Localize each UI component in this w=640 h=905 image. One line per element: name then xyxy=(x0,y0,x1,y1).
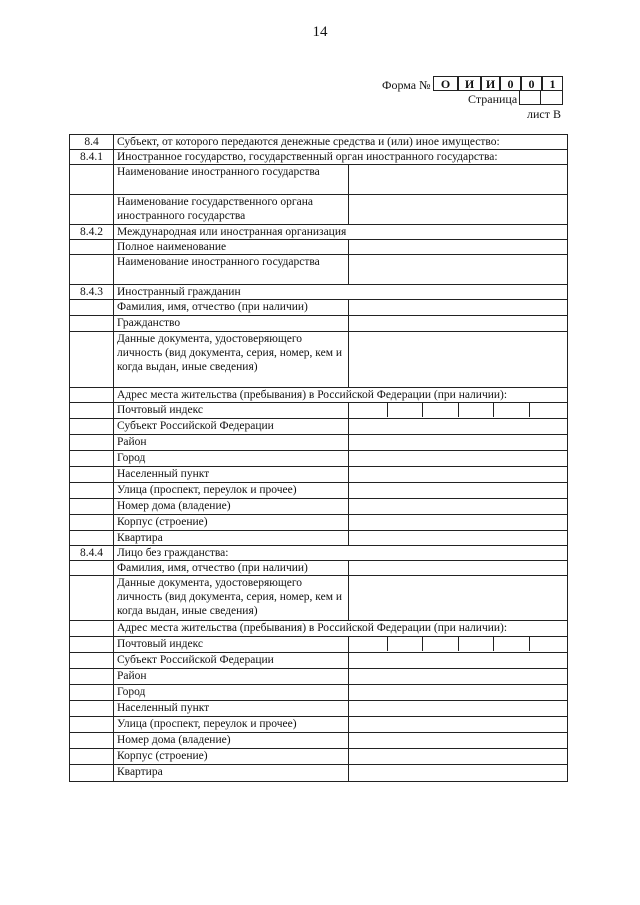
postal-digit-box[interactable] xyxy=(387,403,423,417)
table-row xyxy=(70,733,568,749)
row-number: 8.4.2 xyxy=(70,225,114,240)
postal-digit-box[interactable] xyxy=(458,403,494,417)
value-field[interactable] xyxy=(349,685,568,701)
section-heading: Международная или иностранная организация xyxy=(114,225,568,240)
postal-digit-box[interactable] xyxy=(352,403,387,417)
row-number xyxy=(70,435,114,451)
table-row xyxy=(70,195,568,225)
field-label: Корпус (строение) xyxy=(114,515,349,531)
value-field[interactable] xyxy=(349,255,568,285)
table-row xyxy=(70,467,568,483)
section-heading: Адрес места жительства (пребывания) в Российской Федерации (при наличии): xyxy=(114,621,568,637)
table-row xyxy=(70,546,568,561)
table-row xyxy=(70,637,568,653)
table-row xyxy=(70,225,568,240)
row-number xyxy=(70,733,114,749)
row-number xyxy=(70,300,114,316)
value-field[interactable] xyxy=(349,701,568,717)
field-label: Улица (проспект, переулок и прочее) xyxy=(114,483,349,499)
row-number xyxy=(70,749,114,765)
postal-digit-box[interactable] xyxy=(352,637,387,651)
value-field[interactable] xyxy=(349,165,568,195)
value-field[interactable] xyxy=(349,669,568,685)
row-number xyxy=(70,669,114,685)
postal-digit-box[interactable] xyxy=(493,403,529,417)
value-field[interactable] xyxy=(349,733,568,749)
field-label: Почтовый индекс xyxy=(114,637,349,653)
row-number xyxy=(70,717,114,733)
field-label: Фамилия, имя, отчество (при наличии) xyxy=(114,561,349,576)
table-row xyxy=(70,285,568,300)
row-number xyxy=(70,685,114,701)
postal-digit-box[interactable] xyxy=(422,403,458,417)
row-number xyxy=(70,483,114,499)
row-number xyxy=(70,255,114,285)
table-row xyxy=(70,765,568,782)
field-label: Субъект Российской Федерации xyxy=(114,419,349,435)
field-label: Город xyxy=(114,451,349,467)
value-field[interactable] xyxy=(349,653,568,669)
table-row xyxy=(70,403,568,419)
page-label: Страница xyxy=(468,92,518,106)
table-row xyxy=(70,561,568,576)
value-field[interactable] xyxy=(349,300,568,316)
field-label: Субъект Российской Федерации xyxy=(114,653,349,669)
field-label: Квартира xyxy=(114,765,349,782)
table-row xyxy=(70,435,568,451)
row-number: 8.4.1 xyxy=(70,150,114,165)
field-label: Полное наименование xyxy=(114,240,349,255)
table-row xyxy=(70,419,568,435)
page-box-1[interactable] xyxy=(519,90,541,105)
field-label: Номер дома (владение) xyxy=(114,499,349,515)
value-field[interactable] xyxy=(349,240,568,255)
field-label: Квартира xyxy=(114,531,349,546)
value-field[interactable] xyxy=(349,483,568,499)
section-heading: Субъект, от которого передаются денежные средства и (или) иное имущество: xyxy=(114,135,568,150)
form-code-box: О xyxy=(433,76,458,91)
table-row xyxy=(70,135,568,150)
form-number-label: Форма № xyxy=(382,78,431,92)
table-row xyxy=(70,165,568,195)
table-row xyxy=(70,669,568,685)
row-number xyxy=(70,388,114,403)
table-row xyxy=(70,332,568,388)
row-number xyxy=(70,621,114,637)
value-field[interactable] xyxy=(349,195,568,225)
table-row xyxy=(70,576,568,621)
row-number xyxy=(70,515,114,531)
table-row xyxy=(70,749,568,765)
row-number xyxy=(70,451,114,467)
postal-digit-box[interactable] xyxy=(458,637,494,651)
row-number xyxy=(70,316,114,332)
table-row xyxy=(70,150,568,165)
value-field[interactable] xyxy=(349,765,568,782)
value-field[interactable] xyxy=(349,499,568,515)
postal-digit-box[interactable] xyxy=(387,637,423,651)
field-label: Населенный пункт xyxy=(114,701,349,717)
row-number xyxy=(70,561,114,576)
table-row xyxy=(70,701,568,717)
row-number xyxy=(70,637,114,653)
table-row xyxy=(70,300,568,316)
postal-digit-box[interactable] xyxy=(529,403,565,417)
value-field[interactable] xyxy=(349,749,568,765)
table-row xyxy=(70,717,568,733)
page-box-2[interactable] xyxy=(540,90,563,105)
table-row xyxy=(70,388,568,403)
field-label: Район xyxy=(114,669,349,685)
postal-digit-box[interactable] xyxy=(529,637,565,651)
subject-table xyxy=(69,134,568,782)
value-field[interactable] xyxy=(349,435,568,451)
section-heading: Адрес места жительства (пребывания) в Российской Федерации (при наличии): xyxy=(114,388,568,403)
field-label: Наименование иностранного государства xyxy=(114,255,349,285)
table-row xyxy=(70,685,568,701)
postal-digit-box[interactable] xyxy=(422,637,458,651)
value-field[interactable] xyxy=(349,316,568,332)
postal-code-boxes[interactable] xyxy=(349,403,568,419)
row-number xyxy=(70,332,114,388)
row-number xyxy=(70,653,114,669)
field-label: Город xyxy=(114,685,349,701)
value-field[interactable] xyxy=(349,419,568,435)
field-label: Наименование иностранного государства xyxy=(114,165,349,195)
form-code-box: И xyxy=(481,76,500,91)
table-row xyxy=(70,499,568,515)
table-row xyxy=(70,621,568,637)
value-field[interactable] xyxy=(349,451,568,467)
field-label: Улица (проспект, переулок и прочее) xyxy=(114,717,349,733)
section-heading: Лицо без гражданства: xyxy=(114,546,568,561)
postal-digit-box[interactable] xyxy=(493,637,529,651)
form-code-box: 0 xyxy=(500,76,521,91)
value-field[interactable] xyxy=(349,515,568,531)
row-number xyxy=(70,701,114,717)
row-number xyxy=(70,403,114,419)
table-row xyxy=(70,515,568,531)
table-row xyxy=(70,255,568,285)
section-heading: Иностранный гражданин xyxy=(114,285,568,300)
table-row xyxy=(70,483,568,499)
row-number xyxy=(70,499,114,515)
row-number xyxy=(70,195,114,225)
postal-code-boxes[interactable] xyxy=(349,637,568,653)
row-number: 8.4 xyxy=(70,135,114,150)
field-label: Данные документа, удостоверяющего личность (вид документа, серия, номер, кем и когда выдан, иные сведения) xyxy=(114,576,349,621)
field-label: Район xyxy=(114,435,349,451)
form-code-box: 0 xyxy=(521,76,542,91)
table-row xyxy=(70,240,568,255)
field-label: Данные документа, удостоверяющего личность (вид документа, серия, номер, кем и когда выдан, иные сведения) xyxy=(114,332,349,388)
row-number xyxy=(70,765,114,782)
row-number xyxy=(70,467,114,483)
row-number xyxy=(70,165,114,195)
table-row xyxy=(70,531,568,546)
value-field[interactable] xyxy=(349,531,568,546)
table-row xyxy=(70,451,568,467)
field-label: Наименование государственного органа иностранного государства xyxy=(114,195,349,225)
row-number xyxy=(70,531,114,546)
row-number: 8.4.4 xyxy=(70,546,114,561)
value-field[interactable] xyxy=(349,332,568,388)
value-field[interactable] xyxy=(349,717,568,733)
row-number xyxy=(70,576,114,621)
table-row xyxy=(70,653,568,669)
value-field[interactable] xyxy=(349,576,568,621)
field-label: Населенный пункт xyxy=(114,467,349,483)
page-number: 14 xyxy=(312,24,328,40)
field-label: Фамилия, имя, отчество (при наличии) xyxy=(114,300,349,316)
field-label: Номер дома (владение) xyxy=(114,733,349,749)
sheet-label: лист В xyxy=(527,107,561,121)
row-number: 8.4.3 xyxy=(70,285,114,300)
field-label: Почтовый индекс xyxy=(114,403,349,419)
section-heading: Иностранное государство, государственный орган иностранного государства: xyxy=(114,150,568,165)
field-label: Корпус (строение) xyxy=(114,749,349,765)
value-field[interactable] xyxy=(349,467,568,483)
row-number xyxy=(70,240,114,255)
form-code-box: 1 xyxy=(542,76,563,91)
form-code-box: И xyxy=(458,76,481,91)
value-field[interactable] xyxy=(349,561,568,576)
field-label: Гражданство xyxy=(114,316,349,332)
table-row xyxy=(70,316,568,332)
row-number xyxy=(70,419,114,435)
